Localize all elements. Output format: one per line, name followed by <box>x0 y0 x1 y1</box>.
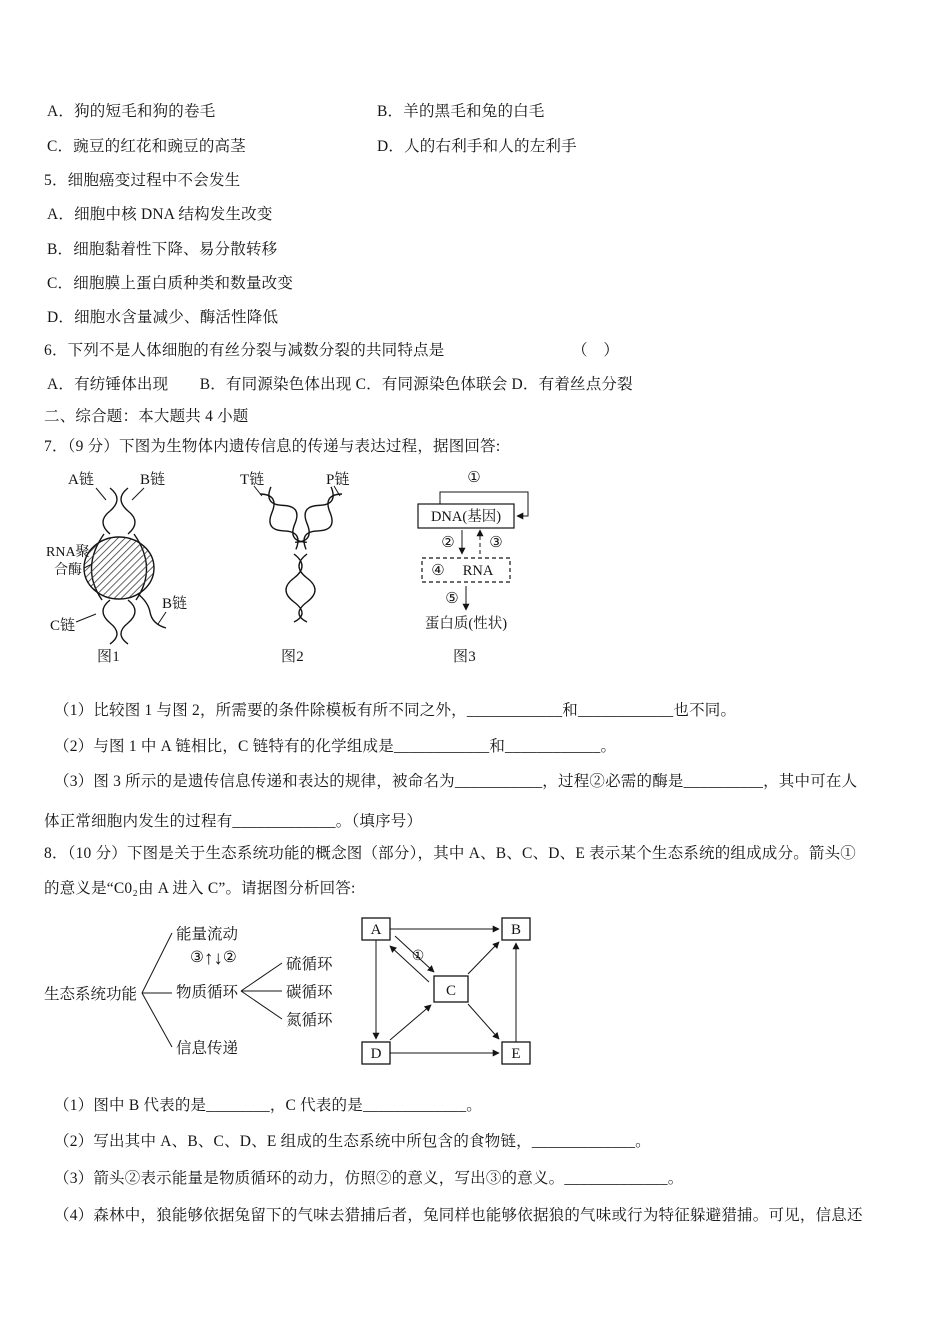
eco-box-c-label: C <box>445 983 457 999</box>
eco-sulfur-cycle-label: 硫循环 <box>286 956 333 973</box>
q6-answer-bracket: （ ） <box>572 342 620 359</box>
q5-option-c: C．细胞膜上蛋白质种类和数量改变 <box>47 275 294 292</box>
q8-sub1: （1）图中 B 代表的是________，C 代表的是_____________。 <box>54 1097 483 1114</box>
eco-box-b-label: B <box>510 922 522 938</box>
fig2-p-chain-label: P链 <box>326 472 350 488</box>
up-arrow-icon: ↑ <box>203 948 214 969</box>
eco-exchange-arrows <box>190 948 237 968</box>
fig-ecosystem <box>44 908 584 1084</box>
fig2-caption: 图2 <box>281 649 304 665</box>
q7-sub2: （2）与图 1 中 A 链相比，C 链特有的化学组成是____________和____________。 <box>54 738 617 755</box>
fig1-rna-polymerase-label-2: 合酶 <box>54 563 82 578</box>
fig3-protein-label: 蛋白质(性状) <box>424 616 508 632</box>
fig3-step1-label: ① <box>467 470 481 486</box>
fig1-rna-polymerase-label-1: RNA聚 <box>46 545 90 560</box>
fig2-t-chain-label: T链 <box>240 472 265 488</box>
fig1-b-chain-right-label: B链 <box>162 596 188 612</box>
rna-polymerase-blob <box>84 537 154 599</box>
eco-step2-label: ② <box>222 949 237 966</box>
eco-concept-map <box>356 910 556 1080</box>
q6-options: A．有纺锤体出现 B．有同源染色体出现 C．有同源染色体联会 D．有着丝点分裂 <box>47 376 633 393</box>
eco-carbon-cycle-label: 碳循环 <box>286 984 333 1001</box>
fig1-a-chain-label: A链 <box>68 472 94 488</box>
prev-option-a: A．狗的短毛和狗的卷毛 <box>47 103 216 120</box>
q5-option-d: D．细胞水含量减少、酶活性降低 <box>47 309 279 326</box>
q5-stem: 5．细胞癌变过程中不会发生 <box>44 172 241 189</box>
q8-sub3: （3）箭头②表示能量是物质循环的动力，仿照②的意义，写出③的意义。_____________。 <box>54 1170 684 1187</box>
eco-matter-cycle-label: 物质循环 <box>176 984 239 1001</box>
fig3-rna-label: RNA <box>462 563 494 579</box>
prev-option-d: D．人的右利手和人的左利手 <box>377 138 577 155</box>
fig1-transcription-diagram <box>46 468 226 646</box>
fig3-step2-label: ② <box>441 535 455 551</box>
prev-option-b: B．羊的黑毛和兔的白毛 <box>377 103 545 120</box>
eco-energy-flow-label: 能量流动 <box>176 926 239 943</box>
fig3-step5-label: ⑤ <box>445 591 459 607</box>
fig3-central-dogma-diagram <box>402 466 552 636</box>
q5-option-a: A．细胞中核 DNA 结构发生改变 <box>47 206 273 223</box>
q5-option-b: B．细胞黏着性下降、易分散转移 <box>47 241 278 258</box>
fig2-stem <box>286 554 315 622</box>
section2-heading: 二、综合题：本大题共 4 小题 <box>44 408 249 425</box>
q7-sub1: （1）比较图 1 与图 2，所需要的条件除模板有所不同之外，____________和____________也不同。 <box>54 702 737 719</box>
eco-box-a-label: A <box>370 922 382 938</box>
fig1-caption: 图1 <box>97 649 120 665</box>
q7-intro: 7．（9 分）下图为生物体内遗传信息的传递与表达过程，据图回答: <box>44 438 501 455</box>
q8-intro-line1: 8．（10 分）下图是关于生态系统功能的概念图（部分），其中 A、B、C、D、E 表示某个生态系统的组成成分。箭头① <box>44 845 857 862</box>
eco-box-d-label: D <box>370 1046 382 1062</box>
q7-sub3-line1: （3）图 3 所示的是遗传信息传递和表达的规律，被命名为___________，过程②必需的酶是__________，其中可在人 <box>54 773 858 790</box>
q8-sub2: （2）写出其中 A、B、C、D、E 组成的生态系统中所包含的食物链，_____________。 <box>54 1133 651 1150</box>
eco-nitrogen-cycle-label: 氮循环 <box>286 1012 333 1029</box>
prev-option-c: C．豌豆的红花和豌豆的高茎 <box>47 138 246 155</box>
eco-arrow1-label: ① <box>411 949 425 964</box>
eco-info-transfer-label: 信息传递 <box>176 1040 239 1057</box>
down-arrow-icon: ↓ <box>213 948 223 969</box>
eco-root-label: 生态系统功能 <box>44 986 138 1003</box>
fig3-step3-label: ③ <box>489 535 503 551</box>
eco-box-e-label: E <box>511 1046 521 1062</box>
q8-intro-line2: 的意义是“C0₂由 A 进入 C”。请据图分析回答: <box>44 880 356 897</box>
fig1-c-chain-label: C链 <box>50 618 76 634</box>
q7-sub3-line2: 体正常细胞内发生的过程有_____________。（填序号） <box>44 813 423 830</box>
fig3-step4-label: ④ <box>431 563 445 579</box>
eco-matter-fork <box>241 963 282 1019</box>
fig1-b-chain-top-label: B链 <box>140 472 166 488</box>
q8-sub4: （4）森林中，狼能够依据兔留下的气味去猎捕后者，兔同样也能够依据狼的气味或行为特征躲避猎捕。可见，信息还 <box>54 1207 863 1224</box>
q6-stem: 6．下列不是人体细胞的有丝分裂与减数分裂的共同特点是 <box>44 342 445 359</box>
eco-step3-label: ③ <box>190 949 204 966</box>
fig3-dna-label: DNA(基因) <box>430 509 502 525</box>
q6-stem-row <box>44 340 620 362</box>
fig2-replication-diagram <box>226 470 376 640</box>
fig3-caption: 图3 <box>453 649 476 665</box>
eco-root-fork <box>142 933 172 1047</box>
